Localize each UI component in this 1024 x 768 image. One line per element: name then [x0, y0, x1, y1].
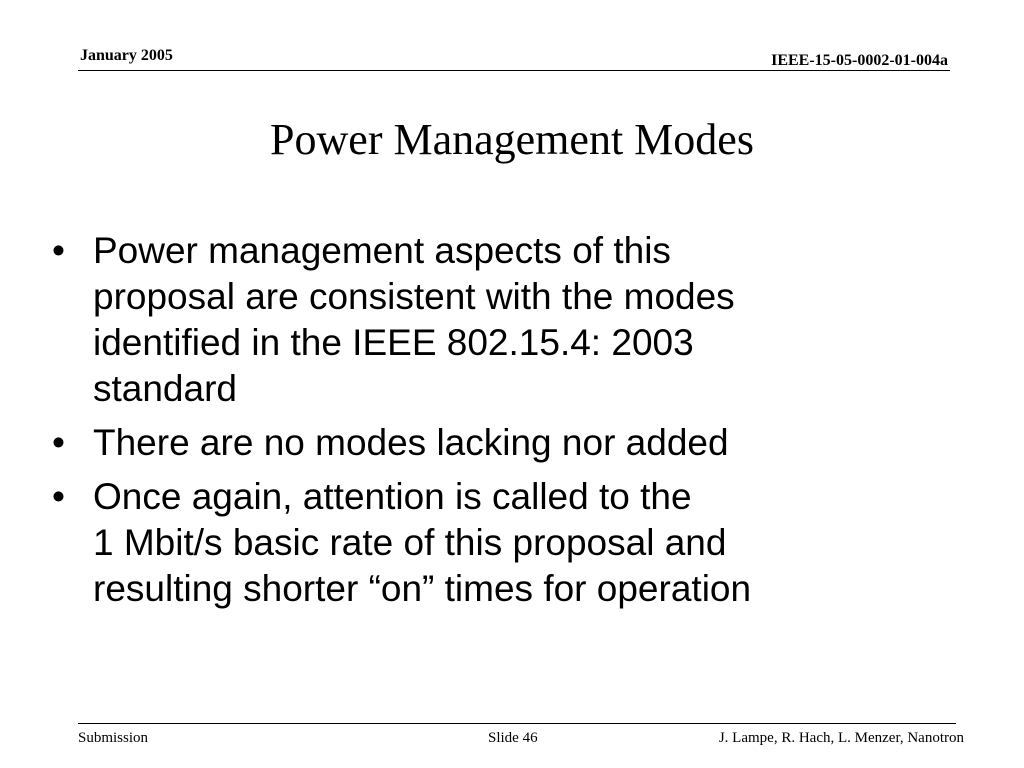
header-divider	[78, 70, 950, 71]
bullet-line: identified in the IEEE 802.15.4: 2003	[93, 322, 694, 363]
bullet-line: proposal are consistent with the modes	[93, 276, 735, 317]
bullet-line: resulting shorter “on” times for operation	[93, 568, 752, 609]
bullet-item	[52, 228, 972, 412]
footer-divider	[78, 723, 956, 724]
bullet-line: standard	[93, 368, 237, 409]
bullet-item	[52, 474, 972, 612]
slide-number: Slide 46	[488, 730, 538, 746]
bullet-icon: •	[52, 422, 65, 463]
bullet-line: 1 Mbit/s basic rate of this proposal and	[93, 522, 727, 563]
document-id: IEEE-15-05-0002-01-004a	[771, 52, 948, 69]
bullet-icon: •	[52, 230, 65, 271]
slide-title: Power Management Modes	[270, 115, 754, 164]
bullet-item	[52, 420, 972, 466]
bullet-line: Once again, attention is called to the	[93, 476, 692, 517]
header-date: January 2005	[80, 47, 173, 64]
bullet-line: Power management aspects of this	[93, 230, 671, 271]
footer-authors: J. Lampe, R. Hach, L. Menzer, Nanotron	[718, 730, 964, 746]
bullet-list	[52, 228, 972, 620]
bullet-line: There are no modes lacking nor added	[93, 422, 729, 463]
bullet-icon: •	[52, 476, 65, 517]
footer-submission: Submission	[78, 730, 149, 746]
